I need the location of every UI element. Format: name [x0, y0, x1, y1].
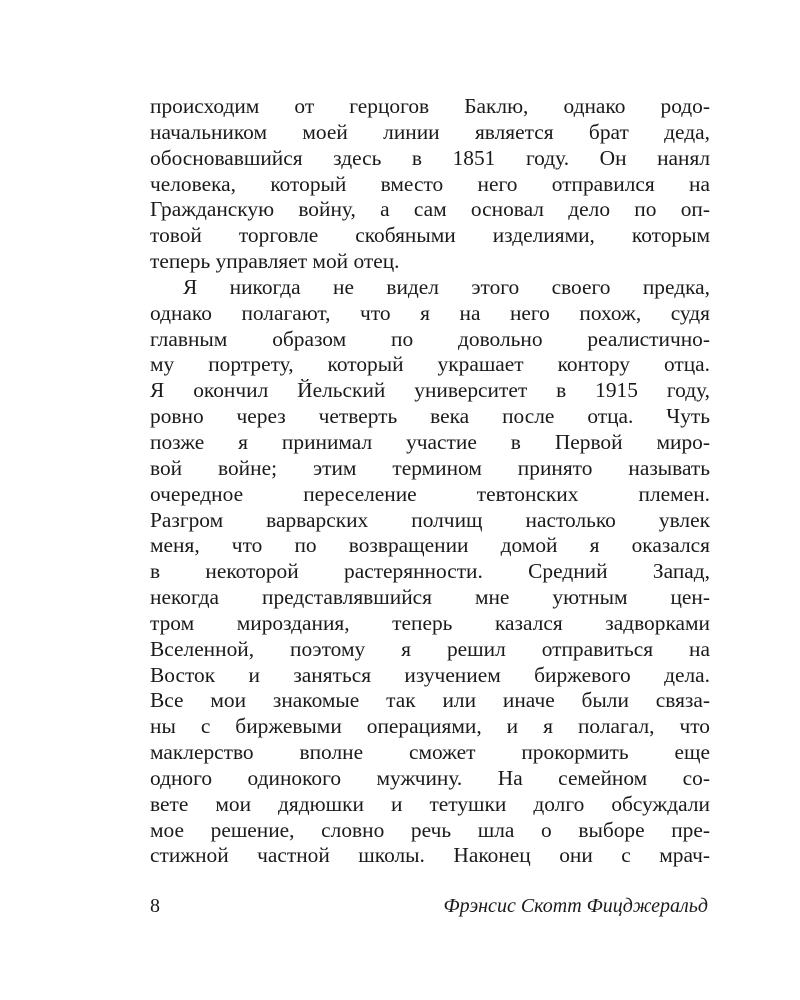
text-line: главным образом по довольно реалистично- [150, 326, 710, 351]
text-line: Я никогда не видел этого своего предка, [183, 274, 710, 299]
text-line: тром мироздания, теперь казался задворками [150, 610, 710, 635]
text-line: человека, который вместо него отправился на [150, 171, 710, 196]
text-line: ровно через четверть века после отца. Чуть [150, 404, 710, 429]
text-line: меня, что по возвращении домой я оказался [150, 533, 710, 558]
text-line: ны с биржевыми операциями, и я полагал, что [150, 714, 710, 739]
paragraph [150, 94, 710, 275]
text-line: очередное переселение тевтонских племен. [150, 481, 710, 506]
body-text [150, 94, 710, 869]
paragraph [150, 275, 710, 869]
text-line: некогда представлявшийся мне уютным цен- [150, 585, 710, 610]
page-footer [150, 893, 710, 919]
text-line: происходим от герцогов Баклю, однако родо- [150, 94, 710, 118]
text-line: теперь управляет мой отец. [150, 249, 400, 274]
text-line: Восток и заняться изучением биржевого дела. [150, 662, 710, 687]
text-line: стижной частной школы. Наконец они с мрач- [150, 843, 710, 868]
page-number: 8 [150, 895, 160, 917]
text-line: одного одинокого мужчину. На семейном со- [150, 765, 710, 790]
text-line: обосновавшийся здесь в 1851 году. Он нанял [150, 145, 710, 170]
text-line: товой торговле скобяными изделиями, которым [150, 223, 710, 248]
text-line: позже я принимал участие в Первой миро- [150, 429, 710, 454]
text-line: начальником моей линии является брат деда, [150, 119, 710, 144]
text-line: однако полагают, что я на него похож, судя [150, 300, 710, 325]
text-line: вой войне; этим термином принято называть [150, 455, 710, 480]
text-line: мое решение, словно речь шла о выборе пре- [150, 817, 710, 842]
text-line: Гражданскую войну, а сам основал дело по оп- [150, 197, 710, 222]
text-line: вете мои дядюшки и тетушки долго обсуждали [150, 791, 710, 816]
text-line: Все мои знакомые так или иначе были связа- [150, 688, 710, 713]
text-line: Я окончил Йельский университет в 1915 году, [150, 378, 710, 403]
text-line: маклерство вполне сможет прокормить еще [150, 740, 710, 765]
running-title: Фрэнсис Скотт Фицджеральд [443, 895, 708, 917]
text-line: му портрету, который украшает контору отца. [150, 352, 710, 377]
text-line: Вселенной, поэтому я решил отправиться на [150, 636, 710, 661]
text-line: в некоторой растерянности. Средний Запад, [150, 559, 710, 584]
text-line: Разгром варварских полчищ настолько увлек [150, 507, 710, 532]
